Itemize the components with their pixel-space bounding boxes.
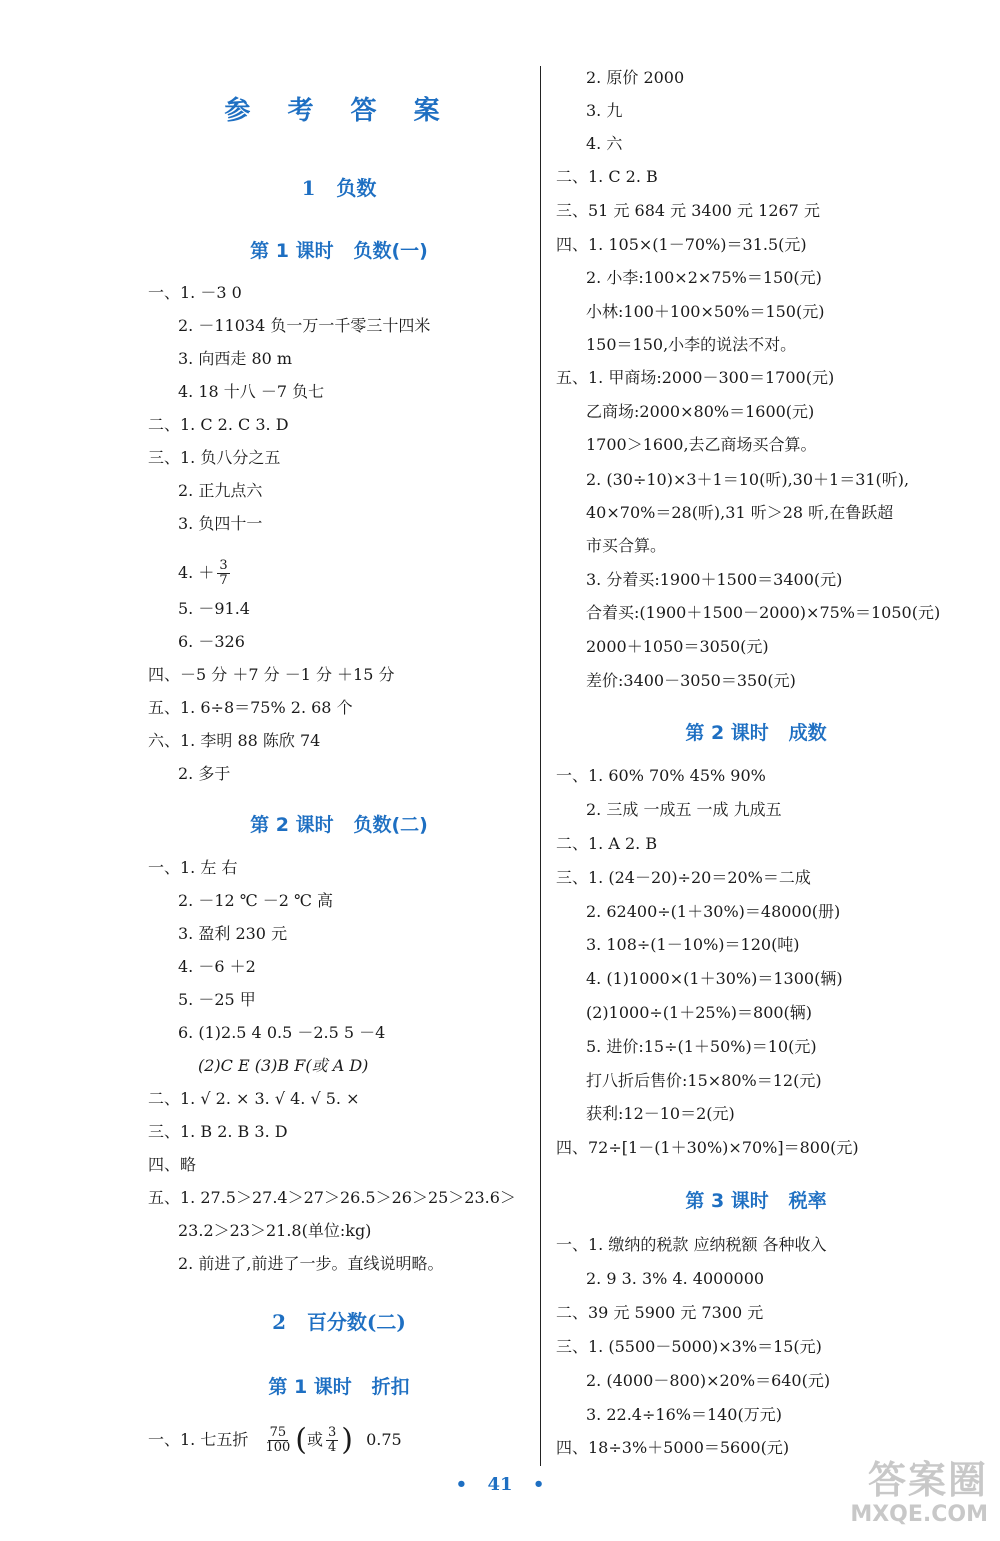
fraction [326,1426,338,1455]
answer-line: 2. (30÷10)×3＋1＝10(听),30＋1＝31(听), [586,470,910,489]
answer-line: 2. 62400÷(1＋30%)＝48000(册) [586,902,841,921]
answer-line: 二、1. C 2. B [556,167,658,186]
answer-line: 3. 九 [586,101,623,120]
answer-line: 3. 向西走 80 m [178,349,293,368]
answer-line: 4. 18 十八 －7 负七 [178,382,325,401]
answer-line: 一、1. 左 右 [148,858,238,877]
answer-line: 3. 22.4÷16%＝140(万元) [586,1405,782,1424]
answer-line: 2000＋1050＝3050(元) [586,637,769,656]
paren-close-icon: ) [341,1422,354,1458]
answer-line: 2. 多于 [178,764,231,783]
answer-line: 三、1. (5500－5000)×3%＝15(元) [556,1337,822,1356]
answer-line: 4. (1)1000×(1＋30%)＝1300(辆) [586,969,843,988]
answer-line: 2. －11034 负一万一千零三十四米 [178,316,431,335]
answer-line: 2. 正九点六 [178,481,263,500]
answer-line: 四、－5 分 ＋7 分 －1 分 ＋15 分 [148,665,395,684]
bullet-icon: • [455,1474,468,1495]
fraction [217,559,229,588]
answer-line: 二、1. √ 2. × 3. √ 4. √ 5. × [148,1089,360,1108]
paren-open-icon: ( [295,1422,307,1458]
page-number-value: 41 [487,1474,513,1495]
answer-line: 市买合算。 [586,536,667,555]
lesson-3-title: 第 1 课时 折扣 [268,1376,410,1398]
fraction-numerator: 75 [269,1425,287,1440]
lesson-b-title: 第 2 课时 成数 [685,722,827,744]
answer-line: 五、1. 甲商场:2000－300＝1700(元) [556,368,835,387]
answer-line: 一、1. －3 0 [148,283,242,302]
answer-line: 5. 进价:15÷(1＋50%)＝10(元) [586,1037,817,1056]
unit-2-title: 2 百分数(二) [272,1310,406,1334]
watermark-logo: 答案圈 [867,1458,988,1502]
answer-line: 4. 六 [586,134,623,153]
answer-line: 乙商场:2000×80%＝1600(元) [586,402,815,421]
answer-line: 6. (1)2.5 4 0.5 －2.5 5 －4 [178,1023,386,1042]
answer-line: 六、1. 李明 88 陈欣 74 [148,731,321,750]
watermark [818,1458,988,1538]
fraction-or: 或 [307,1430,324,1449]
answer-line: 4. －6 ＋2 [178,957,256,976]
answer-line: 获利:12－10＝2(元) [586,1104,735,1123]
answer-line: 二、1. C 2. C 3. D [148,415,289,434]
answer-line: 5. －91.4 [178,599,250,618]
answer-line: 合着买:(1900＋1500－2000)×75%＝1050(元) [586,603,941,622]
lesson-c-title: 第 3 课时 税率 [685,1190,827,1212]
answer-line: 6. －326 [178,632,245,651]
answer-line: 40×70%＝28(听),31 听＞28 听,在鲁跃超 [586,503,894,522]
fraction-prefix: 一、1. 七五折 [148,1430,249,1449]
answer-line: 四、略 [148,1155,197,1174]
watermark-url: MXQE.COM [850,1502,988,1527]
answer-line: 5. －25 甲 [178,990,256,1009]
answer-line: 3. 108÷(1－10%)＝120(吨) [586,935,800,954]
answer-line: 五、1. 27.5＞27.4＞27＞26.5＞26＞25＞23.6＞ [148,1188,516,1207]
page-title: 参 考 答 案 [224,96,454,126]
answer-line: 三、51 元 684 元 3400 元 1267 元 [556,201,820,220]
fraction-numerator: 3 [219,558,228,573]
answer-line: 2. 9 3. 3% 4. 4000000 [586,1269,765,1288]
answer-line: (2)1000÷(1＋25%)＝800(辆) [586,1003,813,1022]
answer-line-fraction [148,1422,402,1458]
answer-line: 150＝150,小李的说法不对。 [586,335,797,354]
answer-line: 五、1. 6÷8＝75% 2. 68 个 [148,698,353,717]
answer-line: (2)C E (3)B F(或 A D) [198,1056,369,1075]
column-divider [540,66,541,1466]
answer-line: 四、18÷3%＋5000＝5600(元) [556,1438,790,1457]
fraction-numerator: 3 [328,1425,337,1440]
answer-line: 三、1. B 2. B 3. D [148,1122,288,1141]
answer-line: 1700＞1600,去乙商场买合算。 [586,435,817,454]
answer-line: 2. 小李:100×2×75%＝150(元) [586,268,822,287]
lesson-2-title: 第 2 课时 负数(二) [250,814,428,836]
answer-line: 2. 三成 一成五 一成 九成五 [586,800,782,819]
answer-line: 一、1. 缴纳的税款 应纳税额 各种收入 [556,1235,827,1254]
fraction-suffix: 0.75 [366,1430,402,1449]
bullet-icon: • [532,1474,545,1495]
answer-line-fraction [178,556,233,590]
answer-line: 2. －12 ℃ －2 ℃ 高 [178,891,334,910]
answer-line: 2. (4000－800)×20%＝640(元) [586,1371,831,1390]
answer-line: 3. 负四十一 [178,514,263,533]
answer-line: 四、1. 105×(1－70%)＝31.5(元) [556,235,807,254]
answer-line: 3. 分着买:1900＋1500＝3400(元) [586,570,843,589]
answer-line: 四、72÷[1－(1＋30%)×70%]＝800(元) [556,1138,859,1157]
unit-1-title: 1 负数 [301,176,377,200]
answer-line: 二、39 元 5900 元 7300 元 [556,1303,764,1322]
answer-line: 三、1. (24－20)÷20＝20%＝二成 [556,868,811,887]
answer-line: 小林:100＋100×50%＝150(元) [586,302,825,321]
fraction-denominator: 4 [328,1440,337,1455]
answer-line: 一、1. 60% 70% 45% 90% [556,766,766,785]
fraction-prefix: 4. ＋ [178,563,215,582]
answer-line: 23.2＞23＞21.8(单位:kg) [178,1221,372,1240]
answer-line: 二、1. A 2. B [556,834,658,853]
fraction-denominator: 7 [219,573,228,588]
answer-line: 三、1. 负八分之五 [148,448,281,467]
fraction-denominator: 100 [265,1440,291,1455]
fraction [263,1426,292,1455]
lesson-1-title: 第 1 课时 负数(一) [250,240,428,262]
answer-line: 3. 盈利 230 元 [178,924,288,943]
answer-line: 打八折后售价:15×80%＝12(元) [586,1071,822,1090]
answer-line: 差价:3400－3050＝350(元) [586,671,796,690]
answer-line: 2. 原价 2000 [586,68,685,87]
answer-line: 2. 前进了,前进了一步。直线说明略。 [178,1254,444,1273]
